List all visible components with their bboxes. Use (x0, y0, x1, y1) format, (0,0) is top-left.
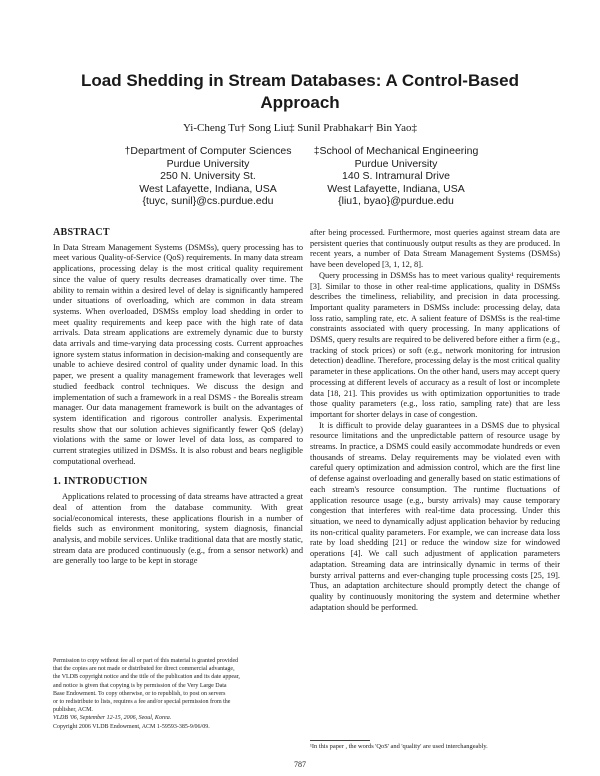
abstract-paragraph: In Data Stream Management Systems (DSMSs), query processing has to meet various Quality-of-Service (QoS) requirements. In many data stream applications, processing delay is the most critical quality requirement since the value of query results decreases dramatically over time. The ability to remain within a desired level of delay is significantly hampered under situations of overloading, which are common in data stream systems. When overloaded, DSMSs employ load shedding in order to meet quality requirements and keep pace with the high rate of data arrivals. Data stream applications are extremely dynamic due to bursty data arrivals and time-varying data processing costs. Current approaches ignore system status information in decision-making and consequently are unable to achieve desired control of quality under dynamic load. In this paper, we present a quality management framework that leverages well studied feedback control techniques. We discuss the design and implementation of such a framework in a real DSMS - the Borealis stream manager. Our data management framework is built on the advantages of system identification and rigorous controller analysis. Experimental results show that our solution achieves significantly fewer QoS (delay) violations with the same or lower level of data loss, as compared to current strategies utilized in DSMSs. It is also robust and bears negligible computational overhead. (53, 242, 303, 466)
affiliation-line: West Lafayette, Indiana, USA (139, 182, 277, 195)
affiliation-email: {tuyc, sunil}@cs.purdue.edu (142, 195, 274, 207)
permission-line: or to redistribute to lists, requires a fee and/or special permission from the (53, 699, 231, 706)
conference-line: VLDB '06, September 12-15, 2006, Seoul, Korea. (53, 715, 172, 722)
affiliation-line: West Lafayette, Indiana, USA (327, 182, 465, 195)
body-paragraph: Query processing in DSMSs has to meet various quality¹ requirements [3]. Similar to those in other real-time applications, quality in DSMSs describes the timeliness, reliability, and precision in data processing. Important quality parameters in DSMSs include: processing delay, data loss ratio, sampling rate, etc. A salient feature of DSMSs is the real-time constraints associated with query processing. In many applications of DSMS, query results are required to be delivered before either a firm (e.g., tracking of stock prices) or soft (e.g., network monitoring for intrusion detection) deadline. Therefore, processing delay is the most critical quality parameter in these applications. On the other hand, users may accept query processing at different levels of accuracy as a result of lost or incomplete data [18, 21]. This provides us with optimization opportunities to trade those quality parameters (e.g., loss ratio, sampling rate) that are less important for shorter delays in case of congestion. (310, 270, 560, 419)
introduction-heading: 1. INTRODUCTION (53, 476, 148, 488)
affiliation-mechanical-engineering (296, 145, 496, 208)
permission-notice (53, 657, 298, 731)
affiliation-line: Purdue University (354, 157, 438, 170)
title-line-1: Load Shedding in Stream Databases: A Control-Based (81, 71, 519, 90)
body-paragraph: It is difficult to provide delay guarantees in a DSMS due to physical resource limitations and the unpredictable pattern of resource usage by streams. In practice, a DSMS could easily accommodate hundreds or even thousands of streams. Delay requirements may be violated even with careful query optimization and admission control, which are the first line of defense against overloading and generally based on static estimations of each stream's resource consumption. The runtime fluctuations of application resource usage (e.g., bursty arrivals) may cause temporary congestion that interferes with real-time data processing. Under this situation, we need to dynamically adjust application behavior by reducing its non-critical quality parameters. For example, we can increase data loss rate by load shedding [21] or reduce the window size for windowed operations [4]. We call such adjustment of application parameters adaptation. Streaming data are intrinsically dynamic in terms of their bursty arrival patterns and ever-changing tuple processing costs [25, 19]. Thus, an adaptation architecture should promptly detect the change of quality by continuously monitoring the system and determine whether adaptation should be performed. (310, 420, 560, 612)
left-column (53, 228, 303, 567)
body-paragraph: after being processed. Furthermore, most queries against stream data are persistent queries that continuously output results as they are produced. In recent years, a number of Data Stream Management Systems (DSMSs) have been developed [3, 1, 12, 8]. (310, 228, 560, 270)
author-list: Yi-Cheng Tu† Song Liu‡ Sunil Prabhakar† Bin Yao‡ (182, 122, 418, 134)
abstract-heading: ABSTRACT (53, 227, 110, 238)
permission-line: that the copies are not made or distributed for direct commercial advantage, (53, 666, 235, 673)
permission-line: the VLDB copyright notice and the title of the publication and its date appear, (53, 674, 240, 681)
permission-line: and notice is given that copying is by permission of the Very Large Data (53, 682, 227, 689)
page-number: 787 (294, 760, 306, 769)
footnote-rule (310, 740, 370, 741)
copyright-line: Copyright 2006 VLDB Endowment, ACM 1-59593-385-9/06/09. (53, 723, 210, 730)
affiliation-computer-sciences (108, 145, 308, 208)
paper-title (40, 70, 560, 114)
affiliation-line: ‡School of Mechanical Engineering (313, 145, 479, 157)
footnote: ¹In this paper , the words 'QoS' and 'quality' are used interchangeably. (310, 743, 488, 750)
affiliation-line: †Department of Computer Sciences (124, 145, 292, 157)
introduction-paragraph: Applications related to processing of data streams have attracted a great deal of attention from the database community. With great social/economical interests, these applications flourish in a number of fields such as environment monitoring, system diagnosis, financial analysis, and mobile services. Unlike traditional data that are mostly static, stream data are produced continuously (e.g., from a sensor network) and are generally too large to be kept in storage (53, 492, 304, 566)
right-column (310, 228, 560, 613)
affiliation-line: Purdue University (166, 157, 250, 170)
affiliation-line: 250 N. University St. (160, 170, 256, 182)
permission-line: Base Endowment. To copy otherwise, or to republish, to post on servers (53, 690, 226, 697)
title-line-2: Approach (260, 93, 340, 112)
affiliation-email: {liu1, byao}@purdue.edu (338, 195, 454, 207)
affiliation-line: 140 S. Intramural Drive (342, 170, 450, 182)
permission-line: publisher, ACM. (53, 707, 93, 714)
permission-line: Permission to copy without fee all or part of this material is granted provided (53, 658, 239, 664)
